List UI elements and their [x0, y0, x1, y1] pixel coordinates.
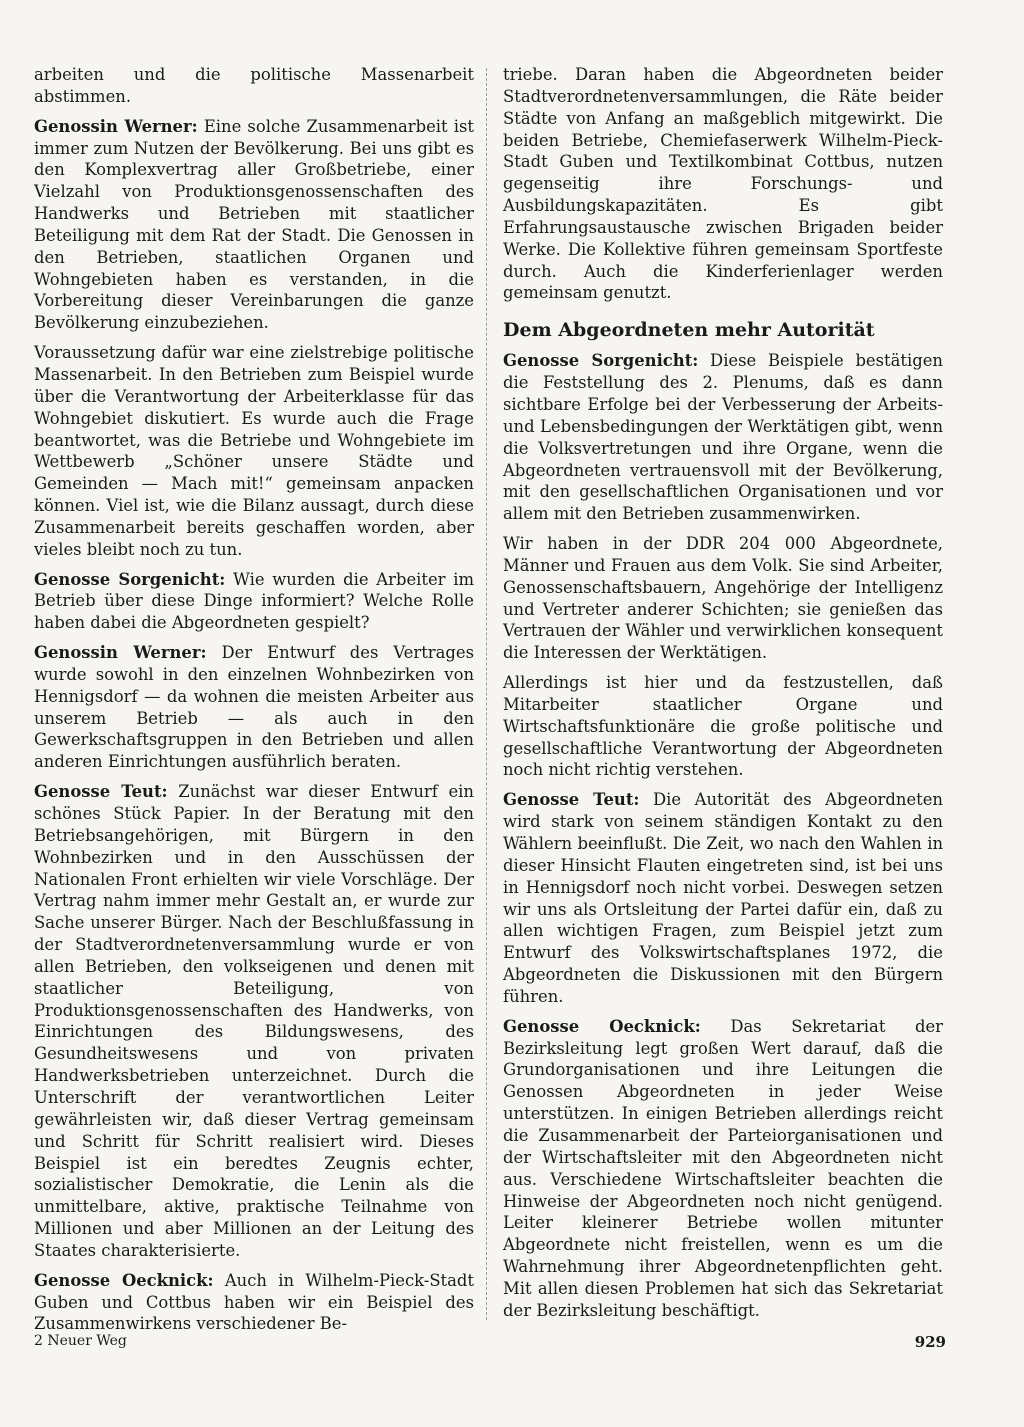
- column-divider: [486, 68, 487, 1320]
- page-number: 929: [914, 1333, 946, 1351]
- speaker-label: Genosse Oecknick:: [34, 1270, 214, 1290]
- paragraph-text: Der Entwurf des Vertrages wurde sowohl in den einzelnen Wohnbezirken von Hennigsdorf — da wohnen die meisten Arbeiter aus unserem Betrieb — als auch in den Gewerkschaftsgruppen in den Betrieben und allen anderen Einrichtungen ausführlich beraten.: [34, 643, 475, 772]
- paragraph-text: Voraussetzung dafür war eine zielstrebige politische Massenarbeit. In den Betrieben zum Beispiel wurde über die Verantwortung der Arbeiterklasse für das Wohngebiet diskutiert. Es wurde auch die Frage beantwortet, was die Betriebe und Wohngebiete im Wettbewerb „Schöner unsere Städte und Gemeinden — Mach mit!“ gemeinsam anpacken können. Viel ist, wie die Bilanz aussagt, durch diese Zusammenarbeit bereits geschaffen worden, aber vieles bleibt noch zu tun.: [34, 343, 474, 559]
- section-heading: Dem Abgeordneten mehr Autorität: [503, 319, 875, 342]
- paragraph: [34, 116, 474, 334]
- paragraph: triebe. Daran haben die Abgeordneten beider Stadtverordnetenversammlungen, die Räte beider Städte von Anfang an maßgeblich mitgewirkt. Die beiden Betriebe, Chemiefaserwerk Wilhelm-Pieck-Stadt Guben und Textilkombinat Cottbus, nutzen gegenseitig ihre Forschungs- und Ausbildungskapazitäten. Es gibt Erfahrungsaustausche zwischen Brigaden beider Werke. Die Kollektive führen gemeinsam Sportfeste durch. Auch die Kinderferienlager werden gemeinsam genutzt.: [503, 65, 943, 303]
- right-column: [503, 64, 943, 1330]
- paragraph: [34, 342, 474, 560]
- paragraph-text: Die Autorität des Abgeordneten wird stark von seinem ständigen Kontakt zu den Wählern beeinflußt. Die Zeit, wo nach den Wahlen in dieser Hinsicht Flauten eingetreten sind, ist bei uns in Hennigsdorf noch nicht vorbei. Deswegen setzen wir uns als Ortsleitung der Partei dafür ein, daß zu allen wichtigen Fragen, zum Beispiel jetzt zum Entwurf des Volkswirtschaftsplanes 1972, die Abgeordneten die Diskussionen mit den Bürgern führen.: [503, 790, 943, 1006]
- paragraph: [503, 789, 943, 1007]
- paragraph: [34, 781, 474, 1262]
- paragraph: [34, 642, 474, 773]
- paragraph-text: Eine solche Zusammenarbeit ist immer zum Nutzen der Bevölkerung. Bei uns gibt es den Komplexvertrag aller Großbetriebe, einer Vielzahl von Produktionsgenossenschaften des Handwerks und Betrieben mit staatlicher Beteiligung mit dem Rat der Stadt. Die Genossen in den Betrieben, staatlichen Organen und Wohngebieten haben es verstanden, in die Vorbereitung dieser Vereinbarungen die ganze Bevölkerung einzubeziehen.: [34, 116, 475, 333]
- speaker-label: Genosse Sorgenicht:: [503, 351, 699, 371]
- paragraph: [503, 533, 943, 664]
- paragraph-text: Das Sekretariat der Bezirksleitung legt großen Wert darauf, daß die Grundorganisationen und ihre Leitungen die Genossen Abgeordneten in jeder Weise unterstützen. In einigen Betrieben allerdings reicht die Zusammenarbeit der Parteiorganisationen und der Wirtschaftsleiter mit den Abgeordneten nicht aus. Verschiedene Wirtschaftsleiter beachten die Hinweise der Abgeordneten noch nicht genügend. Leiter kleinerer Betriebe wollen mitunter Abgeordnete nicht freistellen, wenn es um die Wahrnehmung ihrer Abgeordnetenpflichten geht. Mit allen diesen Problemen hat sich das Sekretariat der Bezirksleitung beschäftigt.: [503, 1016, 943, 1320]
- speaker-label: Genossin Werner:: [34, 116, 198, 136]
- paragraph: [34, 1270, 474, 1336]
- speaker-label: Genosse Teut:: [34, 782, 168, 802]
- speaker-label: Genosse Teut:: [503, 790, 640, 810]
- speaker-label: Genosse Sorgenicht:: [34, 569, 226, 589]
- paragraph: [503, 1016, 943, 1322]
- paragraph: [34, 569, 474, 635]
- paragraph: [34, 64, 474, 108]
- paragraph: [503, 350, 943, 525]
- paragraph-text: Diese Beispiele bestätigen die Feststellung des 2. Plenums, daß es dann sichtbare Erfolge bei der Verbesserung der Arbeits- und Lebensbedingungen der Werktätigen gibt, wenn die Volksvertretungen und ihre Organe, wenn die Abgeordneten vertrauensvoll mit der Bevölkerung, mit den gesellschaftlichen Organisationen und vor allem mit den Betrieben zusammenwirken.: [503, 351, 943, 524]
- paragraph-text: Zunächst war dieser Entwurf ein schönes Stück Papier. In der Beratung mit den Betriebsangehörigen, mit Bürgern in den Wohnbezirken und in den Ausschüssen der Nationalen Front erhielten wir viele Vorschläge. Der Vertrag nahm immer mehr Gestalt an, er wurde zur Sache unserer Bürger. Nach der Beschlußfassung in der Stadtverordnetenversammlung wurde er von allen Betrieben, den volkseigenen und denen mit staatlicher Beteiligung, von Produktionsgenossenschaften des Handwerks, von Einrichtungen des Bildungswesens, des Gesundheitswesens und von privaten Handwerksbetrieben unterzeichnet. Durch die Unterschrift der verantwortlichen Leiter gewährleisten wir, daß dieser Vertrag gemeinsam und Schritt für Schritt realisiert wird. Dieses Beispiel ist ein beredtes Zeugnis echter, sozialistischer Demokratie, die Lenin als die unmittelbare, aktive, praktische Teilnahme von Millionen und aber Millionen an der Leitung des Staates charakterisierte.: [34, 782, 474, 1260]
- paragraph-text: Allerdings ist hier und da festzustellen, daß Mitarbeiter staatlicher Organe und Wirtschaftsfunktionäre die große politische und gesellschaftliche Verantwortung der Abgeordneten noch nicht richtig verstehen.: [503, 673, 943, 780]
- paragraph: [503, 672, 943, 781]
- issue-label: 2 Neuer Weg: [34, 1333, 127, 1349]
- paragraph-text: Wie wurden die Arbeiter im Betrieb über diese Dinge informiert? Welche Rolle haben dabei die Abgeordneten gespielt?: [34, 569, 474, 633]
- left-column: [34, 64, 474, 1343]
- speaker-label: Genosse Oecknick:: [503, 1016, 701, 1036]
- speaker-label: Genossin Werner:: [34, 643, 207, 663]
- paragraph-text: arbeiten und die politische Massenarbeit abstimmen.: [34, 65, 474, 106]
- paragraph-text: Auch in Wilhelm-Pieck-Stadt Guben und Cottbus haben wir ein Beispiel des Zusammenwirkens verschiedener Be-: [34, 1270, 474, 1334]
- paragraph-text: Wir haben in der DDR 204 000 Abgeordnete, Männer und Frauen aus dem Volk. Sie sind Arbeiter, Genossenschaftsbauern, Angehörige der Intelligenz und Vertreter anderer Schichten; sie genießen das Vertrauen der Wähler und verwirklichen konsequent die Interessen der Werktätigen.: [503, 534, 943, 663]
